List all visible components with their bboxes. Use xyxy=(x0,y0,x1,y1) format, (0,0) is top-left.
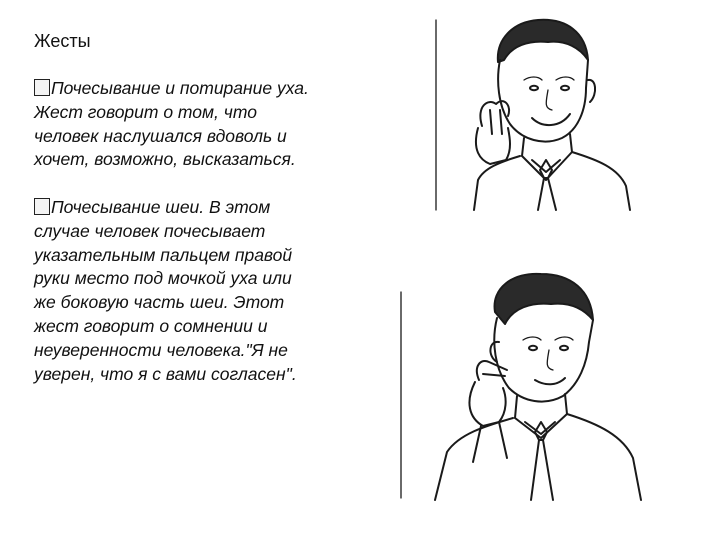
bullet-icon xyxy=(34,198,50,215)
bullet-icon xyxy=(34,79,50,96)
slide-title: Жесты xyxy=(34,31,91,51)
ear-rubbing-illustration xyxy=(420,10,650,215)
paragraph-ear-rubbing xyxy=(34,77,334,172)
paragraph-ear-rubbing-text: Почесывание и потирание уха. Жест говорит о том, что человек наслушался вдоволь и хочет, возможно, высказаться. xyxy=(34,78,309,170)
neck-scratching-illustration xyxy=(395,262,655,502)
paragraph-neck-scratching-text: Почесывание шеи. В этом случае человек почесывает указательным пальцем правой руки место под мочкой уха или же боковую часть шеи. Этот жест говорит о сомнении и неуверенности человека."Я не уверен, что я с вами согласен". xyxy=(34,197,297,384)
paragraph-neck-scratching xyxy=(34,196,334,386)
